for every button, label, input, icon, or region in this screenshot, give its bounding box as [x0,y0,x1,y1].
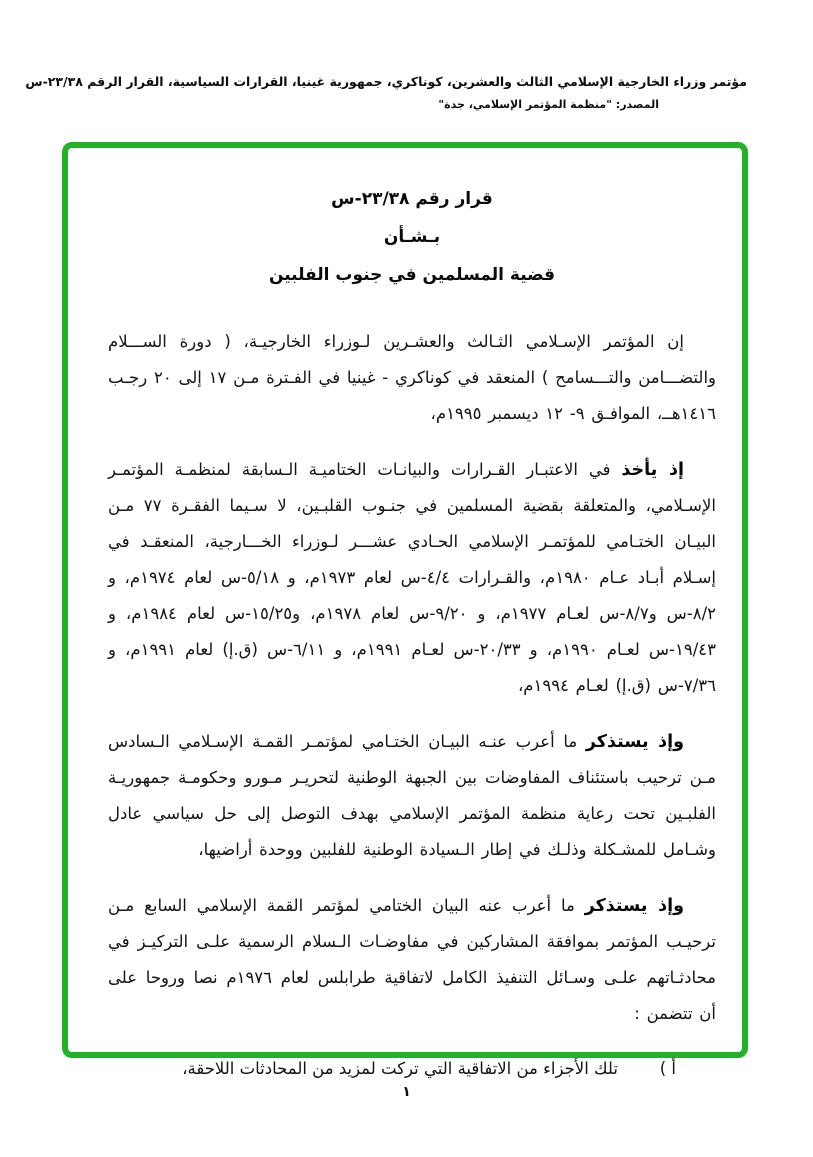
paragraph-taking-into-account [108,452,716,704]
subject-title: قضية المسلمين في جنوب الفلبين [268,265,556,285]
paragraph-text: إن المؤتمر الإسـلامي الثـالث والعشـرين لـوزراء الخارجيـة، ( دورة الســـلام والتضـــامن والتـــسامح ) المنعقد في كوناكري - غينيا في الفـترة مـن ١٧ إلى ٢٠ رجـب ١٤١٦هــ، الموافـق ٩- ١٢ ديسمبر ١٩٩٥م، [108,332,716,423]
page-header [25,74,747,111]
paragraph-text: ما أعرب عنـه البيـان الختـامي لمؤتمـر القمـة الإسـلامي الـسادس مـن ترحيب باستئناف المفاوضات بين الجبهة الوطنية لتحريـر مـورو وحكومـة جمهوريـة الفلبـين تحت رعاية منظمة المؤتمر الإسلامي بهدف التوصل إلى حل سياسي عادل وشـامل للمشـكلة وذلـك في إطار الـسيادة الوطنية للفلبين ووحدة أراضيها، [108,732,716,859]
document-green-frame [62,142,748,1078]
paragraph-recalling-seventh-summit [108,888,716,1032]
resolution-number-title: قرار رقم ٢٣/٣٨-س [331,189,493,209]
page-number: ١ [402,1084,411,1100]
paragraph-text: ما أعرب عنه البيان الختامي لمؤتمر القمة الإسلامي السابع مـن ترحيـب المؤتمر بموافقة المشاركين في مفاوضـات الـسلام الرسمية علـى التركيـز في محادثـاتهم علـى وسـائل التنفيذ الكامل لاتفاقية طرابلس لعام ١٩٧٦م نصا وروحا على أن تتضمن : [108,896,716,1023]
paragraph-text: في الاعتبـار القـرارات والبيانـات الختاميـة الـسابقة لمنظمـة المؤتمـر الإسـلامي، والمتعلقة بقضية المسلمين في جنـوب القلبـين، لا سـيما الفقـرة ٧٧ مـن البيـان الختـامي للمؤتمـر الإسلامي الحـادي عشـــر لـوزراء الخـــارجية، المنعقـد في إسـلام أبـاد عـام ١٩٨٠م، والقـرارات ٤/٤-س لعام ١٩٧٣م، و ٥/١٨-س لعام ١٩٧٤م، و ٨/٢-س و٨/٧-س لعـام ١٩٧٧م، و ٩/٢٠-س لعام ١٩٧٨م، و١٥/٢٥-س لعام ١٩٨٤م، و ١٩/٤٣-س لعـام ١٩٩٠م، و ٢٠/٣٣-س لعـام ١٩٩١م، و ٦/١١-س (ق.إ) لعام ١٩٩١م، و ٧/٣٦-س (ق.إ) لعـام ١٩٩٤م، [108,460,717,695]
list-item-a [108,1052,716,1086]
paragraph-recalling-sixth-summit [108,724,716,868]
header-source-line: المصدر: "منظمة المؤتمر الإسلامي، جدة" [438,98,659,111]
document-title-block [108,180,716,294]
list-item-text: تلك الأجزاء من الاتفاقية التي تركت لمزيد من المحادثات اللاحقة، [182,1059,618,1078]
paragraph-preamble [108,324,716,432]
paragraph-lead: وإذ يستذكر [584,896,684,916]
list-item-marker: أ ) [659,1059,676,1078]
header-citation-line: مؤتمر وزراء الخارجية الإسلامي الثالث والعشرين، كوناكري، جمهورية غينيا، القرارات السياسية، القرار الرقم ٢٣/٣٨-س [25,74,747,89]
document-body [108,324,716,1086]
paragraph-lead: إذ يأخذ [621,460,684,480]
concerning-label: بـشـأن [383,227,441,247]
paragraph-lead: وإذ يستذكر [585,732,684,752]
